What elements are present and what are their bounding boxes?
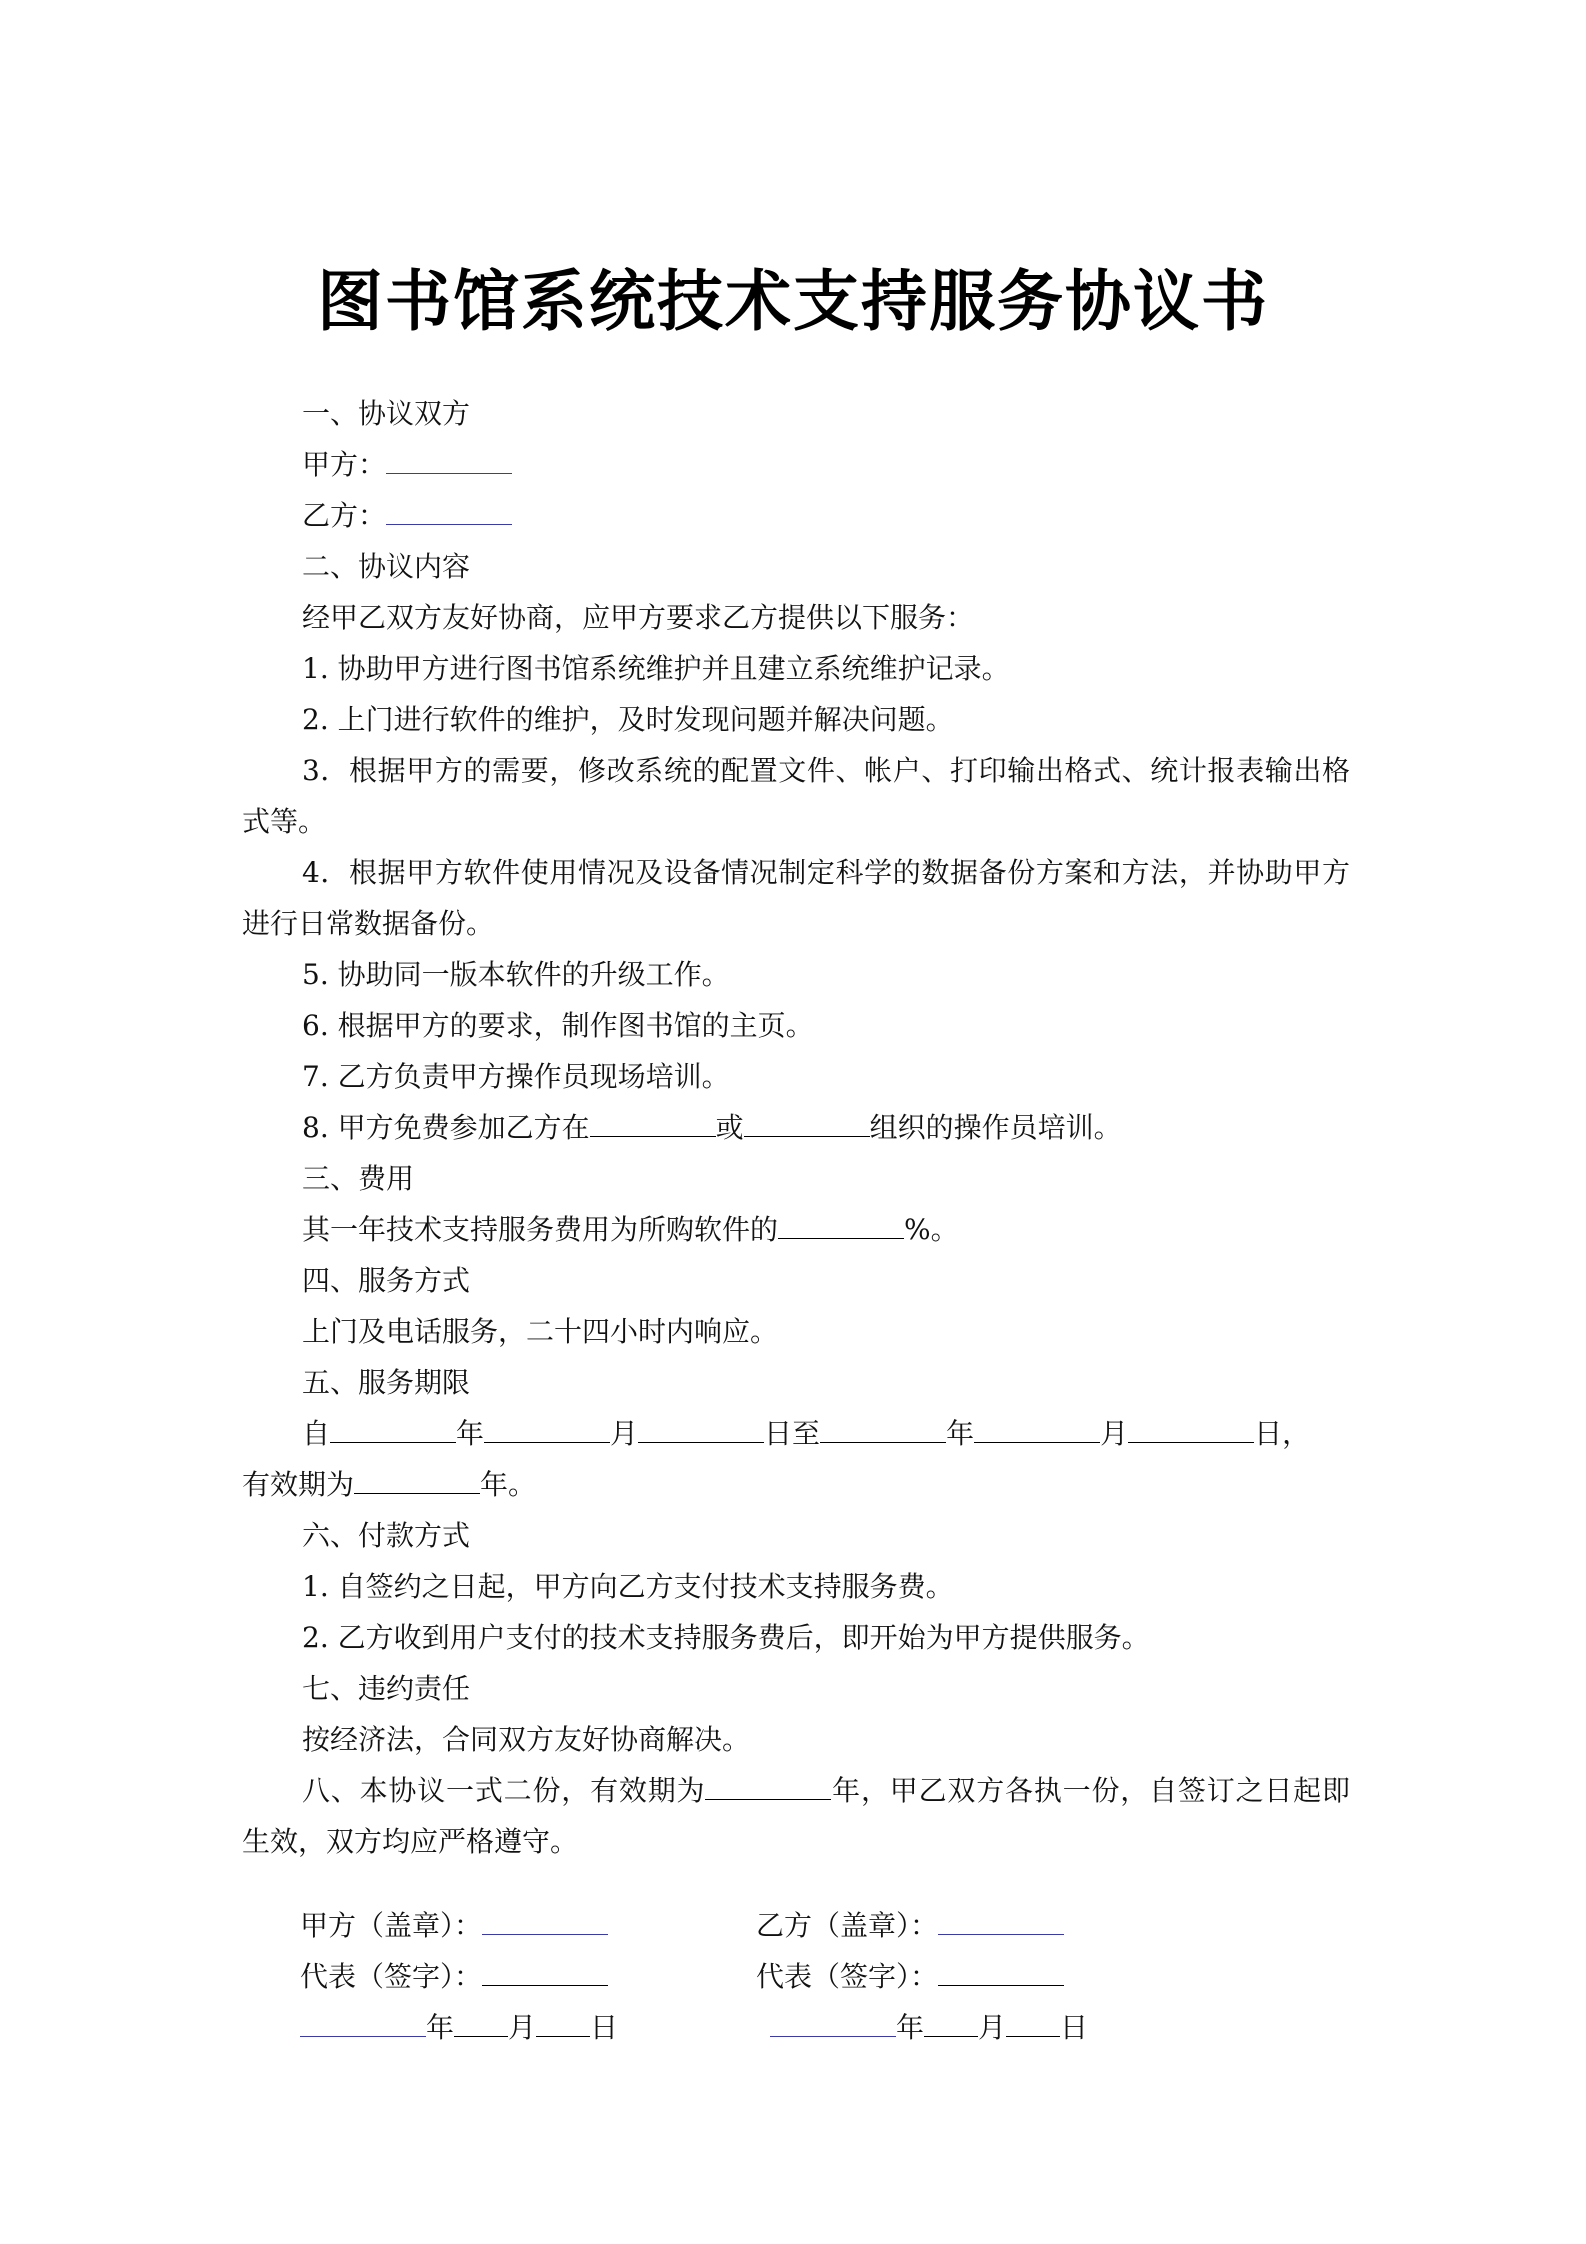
training-location-blank-1[interactable] [590, 1102, 716, 1137]
validity-text-a: 有效期为 [242, 1468, 355, 1501]
fee-line [242, 1204, 1350, 1255]
term-day-to-label: 日至 [764, 1417, 821, 1450]
term-year-label: 年 [456, 1417, 485, 1450]
section-8-line [242, 1765, 1350, 1867]
party-b-line [242, 490, 1350, 541]
party-a-label: 甲方： [302, 448, 387, 481]
party-a-date [300, 2002, 618, 2053]
item-8-text-b: 或 [715, 1111, 744, 1144]
party-a-rep-label: 代表（签字）： [300, 1960, 483, 1993]
section-heading-fee: 三、费用 [302, 1162, 415, 1195]
rep-row [300, 1951, 1200, 2002]
payment-item-2: 2. 乙方收到用户支付的技术支持服务费后，即开始为甲方提供服务。 [302, 1621, 1150, 1654]
item-8-text-a: 8. 甲方免费参加乙方在 [302, 1111, 590, 1144]
section-heading-breach: 七、违约责任 [302, 1672, 471, 1705]
party-a-month-label: 月 [508, 2011, 537, 2044]
validity-text-b: 年。 [480, 1468, 537, 1501]
content-item-1: 1. 协助甲方进行图书馆系统维护并且建立系统维护记录。 [302, 652, 1010, 685]
party-b-year-label: 年 [896, 2011, 925, 2044]
party-a-seal-label: 甲方（盖章）： [300, 1909, 483, 1942]
party-a-year-label: 年 [426, 2011, 455, 2044]
service-line: 上门及电话服务，二十四小时内响应。 [302, 1315, 779, 1348]
start-year-blank[interactable] [330, 1408, 456, 1443]
end-year-blank[interactable] [820, 1408, 946, 1443]
party-a-date-year-blank[interactable] [300, 2002, 426, 2037]
term-dates-line [242, 1408, 1350, 1459]
party-b-date-month-blank[interactable] [924, 2002, 978, 2037]
content-item-2: 2. 上门进行软件的维护，及时发现问题并解决问题。 [302, 703, 954, 736]
party-a-rep-blank[interactable] [482, 1951, 608, 1986]
date-row [300, 2002, 1200, 2053]
term-day2-label: 日， [1254, 1417, 1311, 1450]
party-b-day-label: 日 [1060, 2011, 1089, 2044]
party-b-seal-label: 乙方（盖章）： [756, 1909, 939, 1942]
term-from: 自 [302, 1417, 331, 1450]
party-b-date-year-blank[interactable] [770, 2002, 896, 2037]
section-heading-service: 四、服务方式 [302, 1264, 471, 1297]
training-location-blank-2[interactable] [744, 1102, 870, 1137]
validity-years-blank[interactable] [354, 1459, 480, 1494]
party-b-rep-blank[interactable] [938, 1951, 1064, 1986]
fee-text-b: %。 [904, 1213, 959, 1246]
party-a-line [242, 439, 1350, 490]
end-month-blank[interactable] [974, 1408, 1100, 1443]
party-a-day-label: 日 [590, 2011, 619, 2044]
payment-item-1: 1. 自签约之日起，甲方向乙方支付技术支持服务费。 [302, 1570, 954, 1603]
start-day-blank[interactable] [638, 1408, 764, 1443]
seal-row [300, 1900, 1200, 1951]
party-b-date [770, 2002, 1088, 2053]
content-item-4: 4．根据甲方软件使用情况及设备情况制定科学的数据备份方案和方法，并协助甲方进行日常数据备份。 [242, 856, 1350, 940]
section-8-text-a: 八、本协议一式二份，有效期为 [302, 1774, 706, 1807]
term-year2-label: 年 [946, 1417, 975, 1450]
section-8-text-b: 年，甲乙双方各执一份，自签订之日起即生效，双方均应严格遵守。 [242, 1774, 1350, 1858]
content-item-7: 7. 乙方负责甲方操作员现场培训。 [302, 1060, 730, 1093]
party-a-date-month-blank[interactable] [454, 2002, 508, 2037]
party-b-month-label: 月 [978, 2011, 1007, 2044]
party-b-blank[interactable] [386, 490, 512, 525]
item-8-text-c: 组织的操作员培训。 [869, 1111, 1122, 1144]
party-a-date-day-blank[interactable] [536, 2002, 590, 2037]
party-a-seal-blank[interactable] [482, 1900, 608, 1935]
content-item-3: 3．根据甲方的需要，修改系统的配置文件、帐户、打印输出格式、统计报表输出格式等。 [242, 754, 1350, 838]
party-a-blank[interactable] [386, 439, 512, 474]
party-b-rep-label: 代表（签字）： [756, 1960, 939, 1993]
party-b-seal-blank[interactable] [938, 1900, 1064, 1935]
term-month2-label: 月 [1100, 1417, 1129, 1450]
signature-block [300, 1900, 1200, 2053]
end-day-blank[interactable] [1128, 1408, 1254, 1443]
party-b-date-day-blank[interactable] [1006, 2002, 1060, 2037]
section-heading-term: 五、服务期限 [302, 1366, 471, 1399]
start-month-blank[interactable] [484, 1408, 610, 1443]
breach-line: 按经济法，合同双方友好协商解决。 [302, 1723, 751, 1756]
content-item-6: 6. 根据甲方的要求，制作图书馆的主页。 [302, 1009, 814, 1042]
term-month-label: 月 [610, 1417, 639, 1450]
document-title: 图书馆系统技术支持服务协议书 [317, 262, 1269, 340]
content-item-5: 5. 协助同一版本软件的升级工作。 [302, 958, 730, 991]
party-b-label: 乙方： [302, 499, 387, 532]
section-heading-content: 二、协议内容 [302, 550, 471, 583]
section-heading-payment: 六、付款方式 [302, 1519, 471, 1552]
fee-percent-blank[interactable] [778, 1204, 904, 1239]
content-intro: 经甲乙双方友好协商，应甲方要求乙方提供以下服务： [302, 601, 975, 634]
section-heading-parties: 一、协议双方 [302, 397, 471, 430]
term-validity-line [242, 1459, 1350, 1510]
fee-text-a: 其一年技术支持服务费用为所购软件的 [302, 1213, 779, 1246]
agreement-body [242, 388, 1350, 1867]
agreement-years-blank[interactable] [705, 1765, 831, 1800]
content-item-8 [242, 1102, 1350, 1153]
